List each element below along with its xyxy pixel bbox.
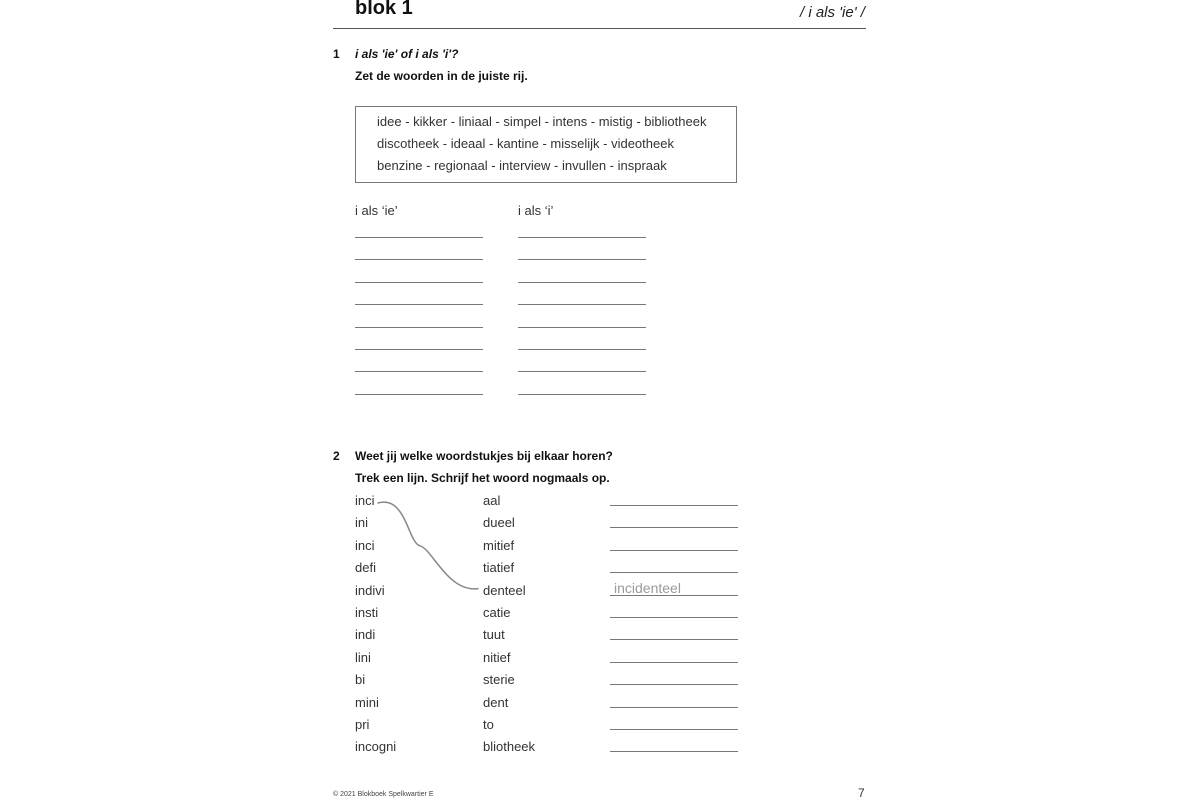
- word-part-right: nitief: [483, 649, 511, 665]
- word-part-left: ini: [355, 515, 369, 531]
- exercise-1-instruction: Zet de woorden in de juiste rij.: [355, 69, 528, 83]
- word-part-right: catie: [483, 605, 511, 620]
- exercise-2-instruction: Trek een lijn. Schrijf het woord nogmaals op.: [355, 471, 610, 485]
- word-part-right: sterie: [483, 672, 515, 688]
- example-answer-handwriting: incidenteel: [614, 580, 681, 596]
- word-part-left: insti: [355, 605, 379, 620]
- word-part-right: aal: [483, 493, 501, 508]
- word-part-right: tiatief: [483, 560, 515, 576]
- word-part-left: mini: [355, 694, 379, 710]
- word-part-left: defi: [355, 560, 376, 576]
- page-title: blok 1: [355, 0, 413, 19]
- footer-copyright: © 2021 Blokboek Spelkwartier E: [333, 791, 434, 798]
- word-list-line: discotheek - ideaal - kantine - misselijk - videotheek: [377, 136, 674, 151]
- column-header-i: i als ‘i’: [518, 203, 554, 218]
- exercise-2-number: 2: [333, 449, 340, 463]
- page-number: 7: [858, 786, 865, 800]
- word-part-left: indi: [355, 627, 376, 643]
- word-list-line: idee - kikker - liniaal - simpel - intens - mistig - bibliotheek: [377, 114, 707, 129]
- word-part-left: bi: [355, 672, 366, 688]
- word-part-right: dueel: [483, 515, 515, 531]
- exercise-1-number: 1: [333, 47, 340, 61]
- column-header-ie: i als ‘ie’: [355, 203, 398, 218]
- exercise-1-question: i als 'ie' of i als 'i'?: [355, 47, 459, 61]
- exercise-2-question: Weet jij welke woordstukjes bij elkaar horen?: [355, 449, 613, 463]
- word-part-left: pri: [355, 717, 370, 732]
- word-part-left: incogni: [355, 739, 397, 755]
- word-part-right: dent: [483, 694, 509, 710]
- word-part-left: indivi: [355, 582, 385, 598]
- word-part-right: denteel: [483, 582, 526, 598]
- word-part-left: inci: [355, 493, 375, 508]
- word-part-right: mitief: [483, 537, 515, 553]
- word-part-left: lini: [355, 649, 371, 665]
- word-part-right: to: [483, 717, 494, 732]
- word-part-left: inci: [355, 537, 375, 553]
- page-subtitle: / i als 'ie' /: [800, 4, 865, 21]
- word-part-right: bliotheek: [483, 739, 536, 755]
- word-list-line: benzine - regionaal - interview - invullen - inspraak: [377, 158, 667, 173]
- word-part-right: tuut: [483, 627, 505, 643]
